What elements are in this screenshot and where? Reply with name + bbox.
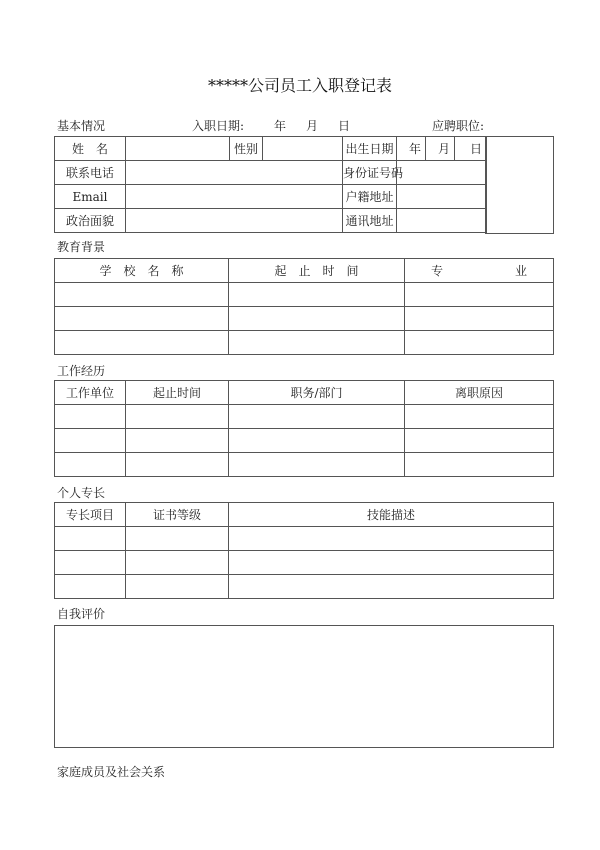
table-cell[interactable] xyxy=(405,283,554,307)
table-cell[interactable] xyxy=(126,575,229,599)
section-family: 家庭成员及社会关系 xyxy=(57,765,166,779)
birth-day[interactable]: 日 xyxy=(455,137,487,161)
table-cell[interactable] xyxy=(126,453,229,477)
table-cell[interactable] xyxy=(55,429,126,453)
political-field[interactable] xyxy=(126,209,343,233)
birth-month[interactable]: 月 xyxy=(426,137,455,161)
id-number-label: 身份证号码 xyxy=(343,161,397,185)
table-cell[interactable] xyxy=(229,429,405,453)
table-cell[interactable] xyxy=(126,551,229,575)
section-self-eval: 自我评价 xyxy=(57,607,106,621)
join-date-day: 日 xyxy=(338,119,351,133)
section-education: 教育背景 xyxy=(57,240,106,254)
join-date-label: 入职日期: xyxy=(192,119,245,133)
table-cell[interactable] xyxy=(405,429,554,453)
email-label: Email xyxy=(55,185,126,209)
birth-year[interactable]: 年 xyxy=(397,137,426,161)
table-cell[interactable] xyxy=(229,551,554,575)
phone-label: 联系电话 xyxy=(55,161,126,185)
household-field[interactable] xyxy=(397,185,487,209)
table-cell[interactable] xyxy=(229,453,405,477)
join-date-month: 月 xyxy=(306,119,319,133)
political-label: 政治面貌 xyxy=(55,209,126,233)
email-field[interactable] xyxy=(126,185,343,209)
mailing-field[interactable] xyxy=(397,209,487,233)
edu-header-school: 学 校 名 称 xyxy=(55,259,229,283)
photo-box[interactable] xyxy=(485,136,554,234)
table-cell[interactable] xyxy=(229,283,405,307)
table-cell[interactable] xyxy=(126,405,229,429)
table-cell[interactable] xyxy=(55,307,229,331)
edu-header-major: 专 业 xyxy=(405,259,554,283)
table-cell[interactable] xyxy=(229,527,554,551)
table-cell[interactable] xyxy=(55,453,126,477)
education-table xyxy=(54,258,554,355)
section-work: 工作经历 xyxy=(57,364,106,378)
mailing-label: 通讯地址 xyxy=(343,209,397,233)
birth-date-label: 出生日期 xyxy=(343,137,397,161)
work-header-period: 起止时间 xyxy=(126,381,229,405)
table-cell[interactable] xyxy=(405,453,554,477)
table-cell[interactable] xyxy=(405,331,554,355)
table-cell[interactable] xyxy=(55,527,126,551)
section-basic-info: 基本情况 xyxy=(57,119,106,133)
table-cell[interactable] xyxy=(126,527,229,551)
table-cell[interactable] xyxy=(55,575,126,599)
basic-info-table xyxy=(54,136,487,233)
table-cell[interactable] xyxy=(55,405,126,429)
table-cell[interactable] xyxy=(229,331,405,355)
skills-header-description: 技能描述 xyxy=(229,503,554,527)
table-cell[interactable] xyxy=(229,575,554,599)
table-cell[interactable] xyxy=(405,307,554,331)
table-cell[interactable] xyxy=(126,429,229,453)
household-label: 户籍地址 xyxy=(343,185,397,209)
form-title: *****公司员工入职登记表 xyxy=(207,76,392,95)
gender-field[interactable] xyxy=(263,137,343,161)
skills-header-item: 专长项目 xyxy=(55,503,126,527)
work-header-reason: 离职原因 xyxy=(405,381,554,405)
name-label: 姓 名 xyxy=(55,137,126,161)
table-cell[interactable] xyxy=(55,551,126,575)
table-cell[interactable] xyxy=(55,331,229,355)
section-skills: 个人专长 xyxy=(57,486,106,500)
gender-label: 性别 xyxy=(230,137,263,161)
position-label: 应聘职位: xyxy=(432,119,485,133)
work-header-position: 职务/部门 xyxy=(229,381,405,405)
skills-table xyxy=(54,502,554,599)
join-date-year: 年 xyxy=(274,119,287,133)
edu-header-period: 起 止 时 间 xyxy=(229,259,405,283)
skills-header-cert: 证书等级 xyxy=(126,503,229,527)
self-eval-box[interactable] xyxy=(54,625,554,748)
work-table xyxy=(54,380,554,477)
table-cell[interactable] xyxy=(55,283,229,307)
phone-field[interactable] xyxy=(126,161,343,185)
table-cell[interactable] xyxy=(229,307,405,331)
name-field[interactable] xyxy=(126,137,230,161)
table-cell[interactable] xyxy=(405,405,554,429)
id-number-field[interactable] xyxy=(397,161,487,185)
work-header-company: 工作单位 xyxy=(55,381,126,405)
table-cell[interactable] xyxy=(229,405,405,429)
